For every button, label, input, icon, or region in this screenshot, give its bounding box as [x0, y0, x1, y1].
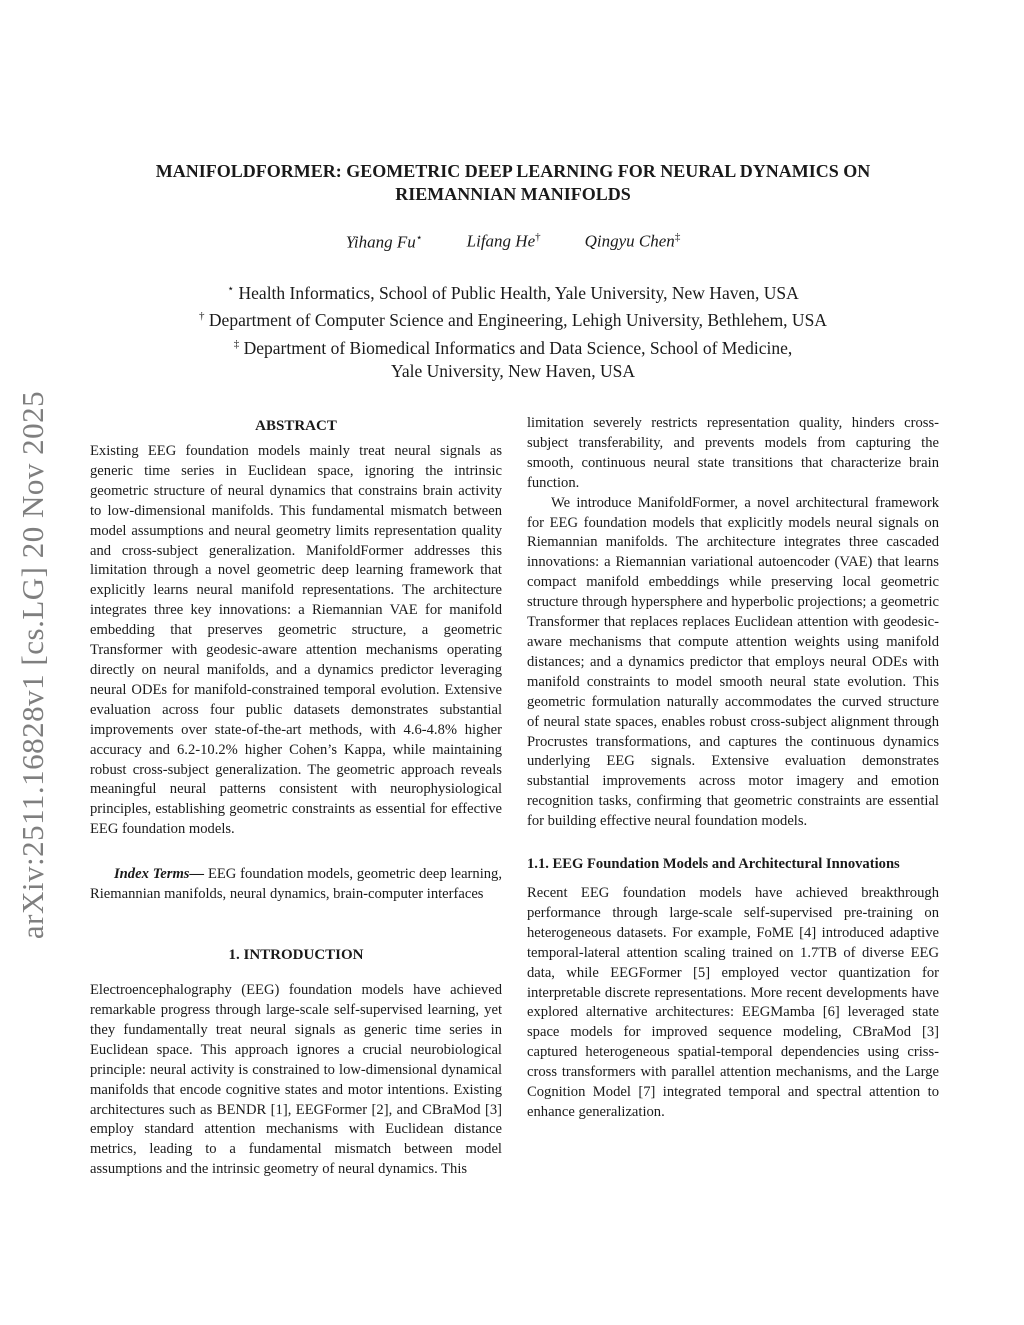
index-terms-label: Index Terms— [114, 865, 205, 882]
abstract-text: Existing EEG foundation models mainly treat neural signals as generic time series in Euclidean space, ignoring the intrinsic geometric structure of neural dynamics that constrains brain activity to low-dimensional manifolds. This fundamental mismatch between model assumptions and neural geometry limits representation quality and cross-subject generalization. ManifoldFormer addresses this limitation through a novel geometric deep learning framework that explicitly learns neural manifold representations. The architecture integrates three key innovations: a Riemannian VAE for manifold embedding that preserves geometric structure, a geometric Transformer with geodesic-aware attention mechanisms operating directly on neural manifolds, and a dynamics predictor leveraging neural ODEs for manifold-constrained temporal evolution. Extensive evaluation across four public datasets demonstrates substantial improvements over state-of-the-art methods, with 4.6-4.8% higher accuracy and 6.2-10.2% higher Cohen’s Kappa, while maintaining robust cross-subject generalization. The geometric approach reveals meaningful neural patterns consistent with neurophysiological principles, establishing geometric constraints as essential for effective EEG foundation models. [90, 443, 502, 838]
author [467, 231, 541, 253]
intro-paragraph-2: We introduce ManifoldFormer, a novel architectural framework for EEG foundation models that explicitly models neural signals on Riemannian manifolds. The architecture integrates three cascaded innovations: a Riemannian variational autoencoder (VAE) that learns compact manifold embeddings while preserving local geometric structure through hypersphere and hyperbolic projections; a geometric Transformer that replaces replaces Euclidean attention with geodesic-aware mechanisms that compute attention weights using manifold distances; and a dynamics predictor that employs neural ODEs with manifold constraints to model smooth neural state evolution. This geometric formulation naturally accommodates the curved structure of neural state spaces, enables robust cross-subject alignment through Procrustes transformations, and captures the continuous dynamics underlying EEG signals. Extensive evaluation demonstrates substantial improvements across motor imagery and emotion recognition tasks, confirming that geometric constraints are essential for building effective neural foundation models. [527, 494, 939, 830]
affiliation-text: Health Informatics, School of Public Health, Yale University, New Haven, USA [238, 282, 799, 303]
arxiv-sidebar [8, 370, 58, 960]
paper-title [90, 160, 936, 206]
affiliation-mark: ⋆ [227, 283, 235, 295]
author-mark: † [535, 231, 541, 243]
affiliation-text: Department of Computer Science and Engineering, Lehigh University, Bethlehem, USA [208, 310, 827, 331]
subsection-text: Recent EEG foundation models have achieved breakthrough performance through large-scale self-supervised pre-training on heterogeneous datasets. For example, FoME [4] introduced adaptive temporal-lateral attention scaling trained on 1.7TB of diverse EEG data, while EEGFormer [5] employed vector quantization for interpretable discrete representations. More recent developments have explored alternative architectures: EEGMamba [6] leveraged state space models for improved sequence modeling, CBraMod [3] captured heterogeneous spatial-temporal dependencies using criss-cross transformers with parallel attention mechanisms, and the Large Cognition Model [7] integrated temporal and spectral attention to enhance generalization. [527, 885, 939, 1120]
author [585, 231, 681, 253]
affiliations [90, 278, 936, 383]
index-terms [90, 865, 502, 905]
right-column [527, 414, 939, 1123]
intro-paragraph-1: Electroencephalography (EEG) foundation models have achieved remarkable progress through large-scale self-supervised learning, yet they fundamentally treat neural signals as generic time series in Euclidean space. This approach ignores a crucial neurobiological principle: neural activity is constrained to low-dimensional dynamical manifolds that encode cognitive states and motor intentions. Existing architectures such as BENDR [1], EEGFormer [2], and CBraMod [3] employ standard attention mechanisms with Euclidean distance metrics, leading to a fundamental mismatch between model assumptions and the intrinsic geometry of neural dynamics. This [90, 982, 502, 1178]
abstract-heading: ABSTRACT [255, 418, 337, 434]
intro-paragraph-1-continued: limitation severely restricts representation quality, hinders cross-subject transferability, and prevents models from capturing the smooth, continuous neural state transitions that characterize brain function. [527, 415, 939, 491]
author-name: Lifang He [466, 231, 536, 251]
author-mark: ‡ [674, 231, 681, 243]
subsection-heading: 1.1. EEG Foundation Models and Architectural Innovations [527, 856, 900, 873]
affiliation [90, 305, 936, 332]
affiliation [90, 278, 936, 305]
title-line-2: RIEMANNIAN MANIFOLDS [395, 184, 631, 204]
title-line-1: MANIFOLDFORMER: GEOMETRIC DEEP LEARNING FOR NEURAL DYNAMICS ON [155, 161, 871, 181]
affiliation-text: Department of Biomedical Informatics and Data Science, School of Medicine, [243, 337, 793, 358]
introduction-heading: 1. INTRODUCTION [228, 947, 364, 964]
author-name: Yihang Fu [345, 232, 416, 252]
left-column [90, 412, 502, 1180]
affiliation [90, 360, 936, 384]
author-list [90, 231, 936, 253]
affiliation-text: Yale University, New Haven, USA [390, 360, 635, 381]
index-terms-text: EEG foundation models, geometric deep learning, Riemannian manifolds, neural dynamics, brain-computer interfaces [90, 865, 503, 902]
author-mark: ⋆ [415, 232, 423, 244]
affiliation-mark: † [199, 310, 205, 323]
affiliation [90, 333, 936, 360]
author-name: Qingyu Chen [584, 231, 675, 251]
affiliation-mark: ‡ [233, 337, 240, 350]
arxiv-identifier: arXiv:2511.16828v1 [cs.LG] 20 Nov 2025 [15, 390, 51, 940]
author [346, 231, 423, 253]
